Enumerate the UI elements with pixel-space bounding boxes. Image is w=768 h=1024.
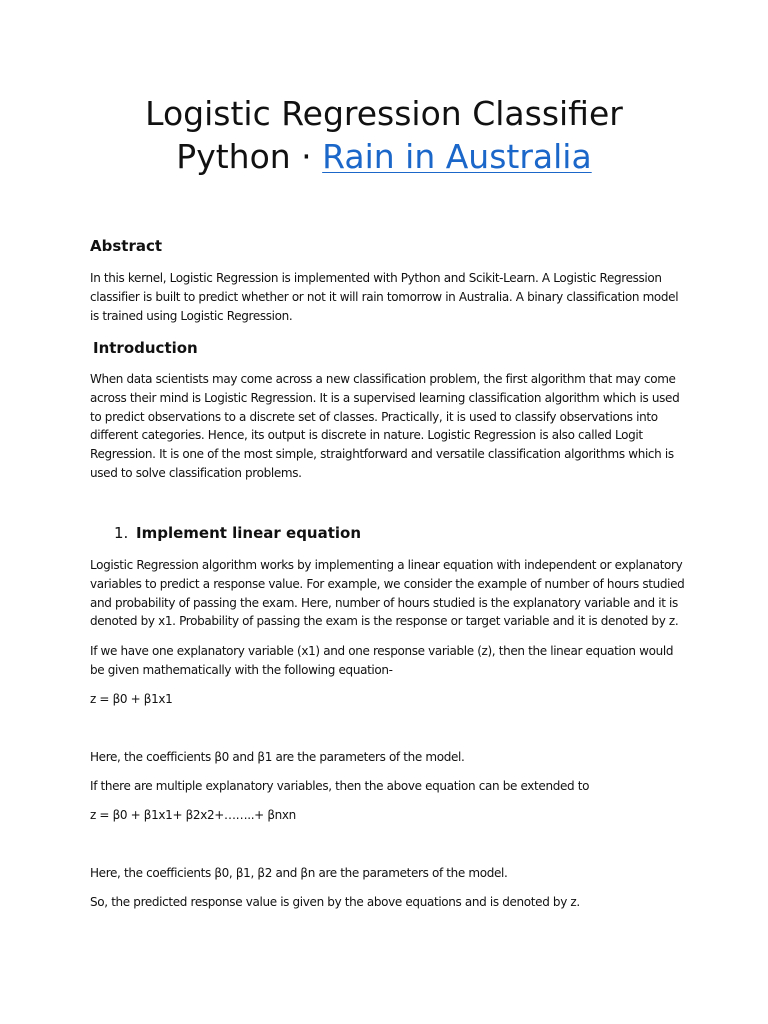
section-1-heading — [114, 524, 361, 542]
section-1-title: Implement linear equation — [136, 524, 362, 542]
title-line1: Logistic Regression Classifier — [145, 94, 623, 133]
title-line2-prefix: Python · — [176, 137, 323, 176]
section-1-paragraph-6: So, the predicted response value is given by the above equations and is denoted by z. — [90, 895, 580, 909]
rain-in-australia-link[interactable]: Rain in Australia — [322, 137, 592, 176]
section-1-paragraph-4: If there are multiple explanatory variables, then the above equation can be extended to — [90, 779, 590, 793]
section-1-paragraph-1: Logistic Regression algorithm works by implementing a linear equation with independent or explanatory variables to predict a response value. For example, we consider the example of number of hours studied and probability of passing the exam. Here, number of hours studied is the explanatory variable and it is denoted by x1. Probability of passing the exam is the response or target variable and it is denoted by z. — [90, 558, 685, 629]
abstract-paragraph: In this kernel, Logistic Regression is implemented with Python and Scikit-Learn. A Logistic Regression classifier is built to predict whether or not it will rain tomorrow in Australia. A binary classification model is trained using Logistic Regression. — [90, 271, 679, 323]
equation-1: z = β0 + β1x1 — [90, 692, 173, 706]
section-1-number: 1. — [114, 524, 129, 542]
section-1-paragraph-3: Here, the coefficients β0 and β1 are the parameters of the model. — [90, 750, 465, 764]
introduction-heading: Introduction — [93, 339, 198, 357]
section-1-paragraph-2: If we have one explanatory variable (x1) and one response variable (z), then the linear equation would be given mathematically with the following equation- — [90, 644, 674, 677]
introduction-paragraph: When data scientists may come across a new classification problem, the first algorithm that may come across their mind is Logistic Regression. It is a supervised learning classification algorithm which is used to predict observations to a discrete set of classes. Practically, it is used to classify observations into different categories. Hence, its output is discrete in nature. Logistic Regression is also called Logit Regression. It is one of the most simple, straightforward and versatile classification algorithms which is used to solve classification problems. — [90, 372, 680, 480]
page-title — [0, 92, 768, 178]
equation-2: z = β0 + β1x1+ β2x2+……..+ βnxn — [90, 808, 296, 822]
abstract-heading: Abstract — [90, 237, 163, 255]
section-1-paragraph-5: Here, the coefficients β0, β1, β2 and βn are the parameters of the model. — [90, 866, 508, 880]
